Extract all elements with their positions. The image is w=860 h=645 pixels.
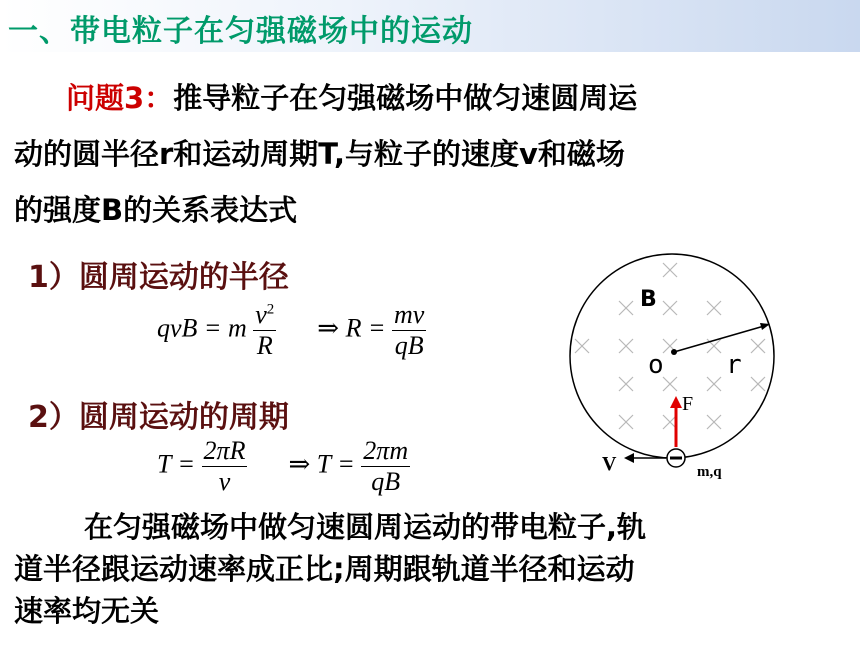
slide-title: 一、带电粒子在匀强磁场中的运动: [8, 14, 473, 49]
eq2-num: 2πR: [203, 436, 246, 465]
eq1-fraction-2: [392, 300, 426, 361]
radius-equation: [157, 300, 426, 361]
particle-label: m,q: [697, 464, 722, 480]
period-equation: [157, 436, 410, 497]
field-cross-marks: [575, 263, 765, 429]
radius-arrowhead: [760, 323, 770, 330]
radius-line: [674, 326, 764, 352]
question-line-3: 的强度B的关系表达式: [14, 193, 298, 227]
force-arrowhead: [670, 396, 682, 408]
magnetic-field-diagram: [560, 250, 790, 490]
eq2-den2: qB: [371, 467, 401, 496]
question-text-1: 推导粒子在匀强磁场中做匀速圆周运: [173, 81, 638, 115]
orbit-circle: [570, 254, 774, 458]
eq2-arrow: ⇒ T =: [288, 449, 355, 479]
eq1-den: R: [256, 331, 273, 360]
eq2-fraction-2: [361, 436, 410, 497]
section-radius-heading: 1）圆周运动的半径: [28, 260, 289, 295]
conclusion-line-1: 在匀强磁场中做匀速圆周运动的带电粒子,轨: [84, 510, 647, 544]
force-label: F: [682, 393, 694, 415]
section-period-heading: 2）圆周运动的周期: [28, 400, 289, 435]
eq1-fraction: [253, 300, 276, 361]
eq1-num: v: [255, 300, 267, 329]
eq1-lhs: qvB = m: [157, 313, 247, 343]
velocity-label: V: [602, 453, 617, 475]
eq2-num2: 2πm: [363, 436, 409, 465]
question-line-1: [66, 72, 637, 124]
eq1-sup: 2: [266, 301, 275, 318]
conclusion-line-2: 道半径跟运动速率成正比;周期跟轨道半径和运动: [14, 552, 635, 586]
conclusion-line-3: 速率均无关: [14, 594, 160, 628]
field-label: B: [640, 287, 657, 312]
conclusion: [14, 506, 844, 632]
center-label: o: [648, 350, 664, 380]
question-label: 问题3：: [66, 81, 174, 115]
eq2-fraction: [202, 436, 248, 497]
eq1-den2: qB: [394, 331, 424, 360]
eq2-lhs: T =: [157, 449, 196, 479]
velocity-arrowhead: [624, 453, 634, 463]
eq2-den: v: [218, 467, 231, 496]
radius-label: r: [726, 350, 742, 380]
eq1-arrow: ⇒ R =: [317, 313, 386, 343]
eq1-num2: mv: [394, 300, 425, 329]
title-bar: [0, 0, 860, 52]
question-line-2: 动的圆半径r和运动周期T,与粒子的速度v和磁场: [14, 137, 625, 171]
